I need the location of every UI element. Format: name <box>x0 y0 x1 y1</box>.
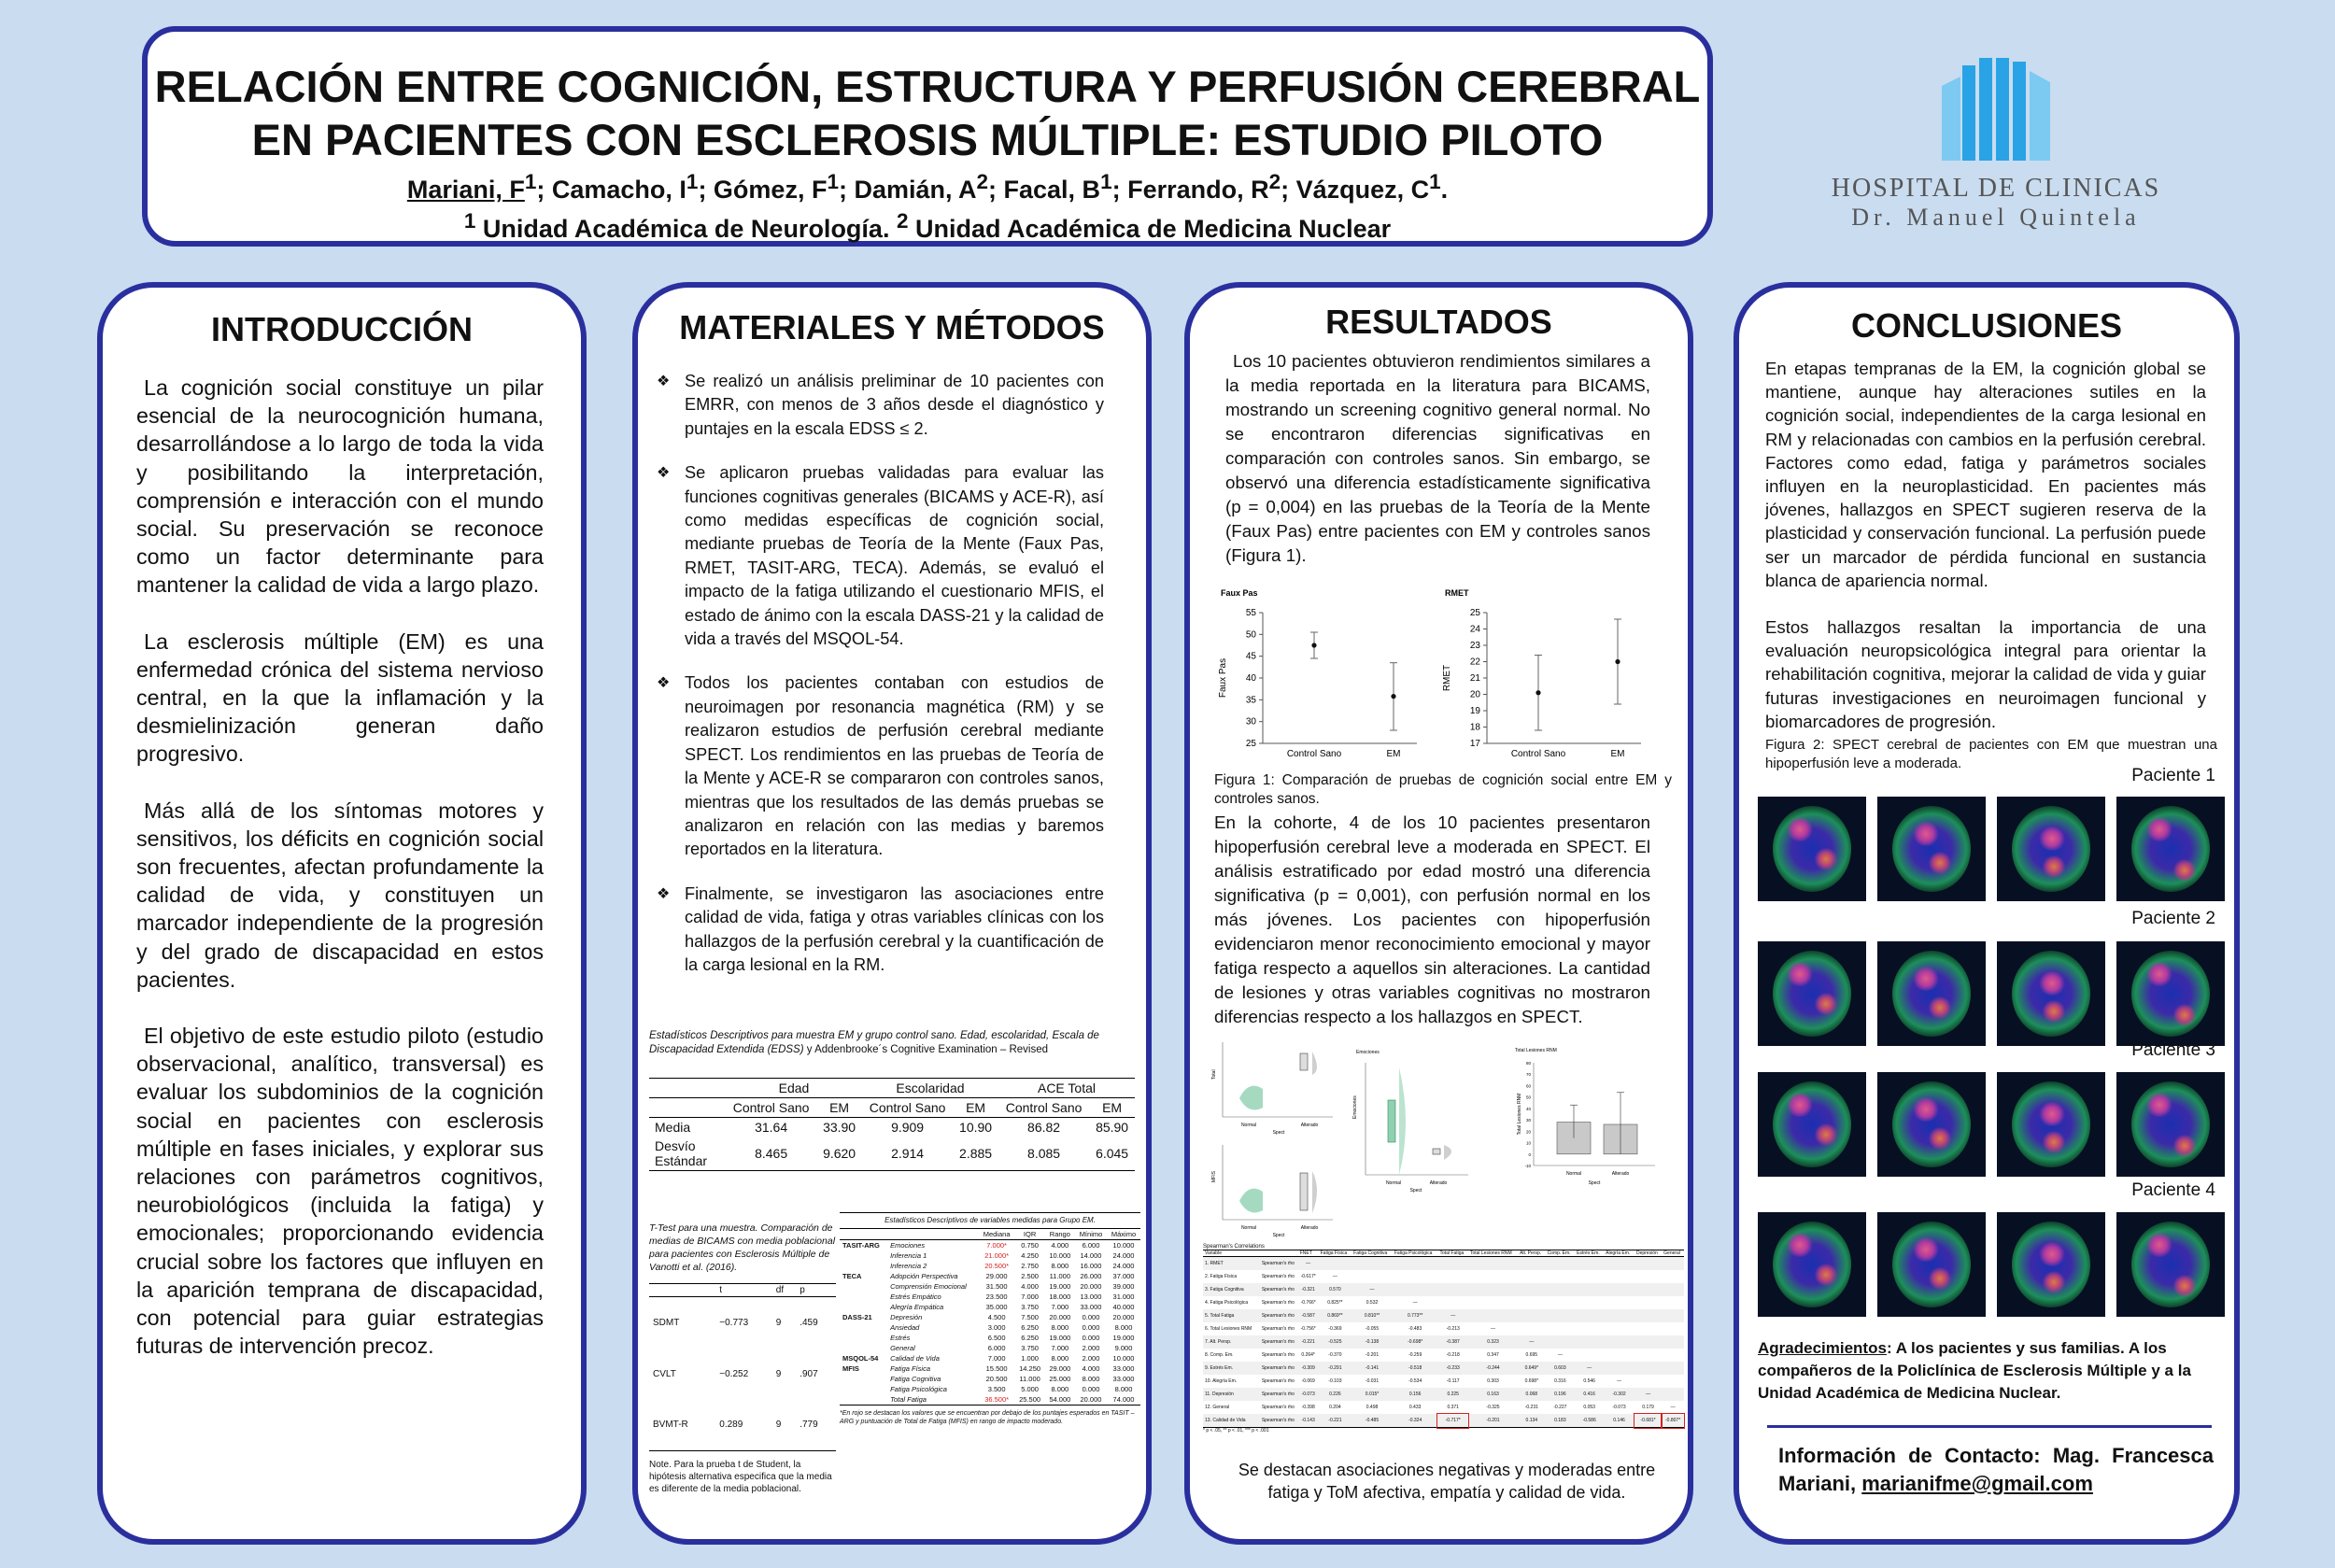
brain-outline <box>1773 1081 1851 1167</box>
y-tick-label: 24 <box>1469 624 1480 635</box>
author-name: . <box>1440 176 1449 204</box>
methods-heading: MATERIALES Y MÉTODOS <box>679 308 1105 346</box>
perfusion-hotspot <box>1912 1237 1940 1262</box>
perfusion-hotspot <box>2172 1275 2197 1297</box>
results-bottom-caption: Se destacan asociaciones negativas y moderadas entre fatiga y ToM afectiva, empatía y calidad de vida. <box>1238 1461 1656 1502</box>
spect-scan-image <box>1877 1072 1986 1177</box>
perfusion-hotspot <box>1786 1233 1814 1257</box>
boxplot <box>1300 1173 1308 1210</box>
x-axis-label: Spect <box>1272 1130 1285 1136</box>
perfusion-hotspot <box>2042 855 2066 878</box>
table-row: Inferencia 1 21.000* 4.250 10.000 14.000 24.000 <box>890 1251 1135 1260</box>
results-panel <box>1184 282 1693 1545</box>
y-tick-label: 70 <box>1525 1072 1531 1078</box>
table2-note: Note. Para la prueba t de Student, la hipótesis alternativa especifica que la media es diferente de la media poblacional. <box>649 1460 832 1494</box>
author-name: ; Damián, A <box>838 176 977 204</box>
y-axis-label: MFIS <box>1211 1171 1217 1182</box>
y-tick-label: 40 <box>1525 1106 1531 1111</box>
intro-paragraph: La cognición social constituye un pilar esencial de la neurocognición humana, desarrollándose a lo largo de toda la vida y posibilitando la interpretación, comprensión e interacción con el mundo social. Su preservación se reconoce como un factor determinante para mantener la calidad de vida a largo plazo. <box>136 375 544 598</box>
perfusion-hotspot <box>1786 1093 1814 1117</box>
spect-scan-image <box>2116 1212 2225 1317</box>
table-row: SDMT −0.773 9 .459 <box>653 1317 818 1328</box>
patient-label: Paciente 4 <box>2131 1180 2215 1200</box>
author-sup: 2 <box>1268 170 1281 193</box>
perfusion-hotspot <box>1786 962 1814 986</box>
methods-item: ❖ Se aplicaron pruebas validadas para evaluar las funciones cognitivas generales (BICAMS y ACE-R), así como medidas específicas de cognición social, mediante pruebas de Teoría de la Mente (Faux Pas, RMET, TASIT-ARG, TECA). Además, se evaluó el impacto de la fatiga utilizando el cuestionario MFIS, el estado de ánimo con la escala DASS-21 y la calidad de vida a través del MSQOL-54. <box>657 461 1104 651</box>
panel-title: RMET <box>1445 588 1469 598</box>
mean-point <box>1535 690 1540 695</box>
y-tick-label: 17 <box>1469 739 1480 749</box>
spect-scan-image <box>2116 797 2225 901</box>
correlation-table-block <box>1203 1244 1684 1434</box>
logo-line2: Dr. Manuel Quintela <box>1851 204 2141 231</box>
brain-outline <box>1773 951 1851 1037</box>
table-row: Estrés Empático 23.500 7.000 18.000 13.000 31.000 <box>890 1293 1135 1301</box>
logo-line1: HOSPITAL DE CLINICAS <box>1831 174 2161 203</box>
table-row: Edad Escolaridad ACE Total <box>649 1079 1135 1098</box>
methods-item: ❖ Todos los pacientes contaban con estudios de neuroimagen por resonancia magnética (RM) y se realizaron estudios de perfusión cerebral mediante SPECT. Los rendimientos en las pruebas de Teoría de la Mente y ACE-R se compararon con controles sanos, mientras que los resultados de las demás pruebas se analizaron en relación con las medias y baremos reportados en la literatura. <box>657 671 1104 861</box>
bullet-icon: ❖ <box>657 374 671 389</box>
table-row: Total Fatiga 36.500* 25.500 54.000 20.000 74.000 <box>890 1395 1135 1404</box>
perfusion-hotspot <box>2145 1093 2173 1117</box>
perfusion-hotspot <box>1814 993 1838 1015</box>
spect-scan-image <box>2116 941 2225 1046</box>
descriptives-em-table <box>840 1228 1140 1406</box>
conclusions-panel <box>1734 282 2240 1545</box>
table-row: 12. General Spearman's rho -0.398 0.204 0.498 0.433 0.371 -0.325 -0.231 -0.227 0.053 -0.073 0.179 — <box>1203 1401 1684 1414</box>
brain-outline <box>2131 1081 2210 1167</box>
boxplot <box>1300 1053 1308 1070</box>
y-tick-label: 20 <box>1469 689 1480 700</box>
building-icon <box>1942 58 2050 161</box>
author-sup: 1 <box>827 170 839 193</box>
spect-scan-image <box>1758 941 1866 1046</box>
table-row: 6. Total Lesiones RNM Spearman's rho -0.756* -0.369 -0.055 -0.483 -0.213 — <box>1203 1322 1684 1335</box>
plot-title: Total Lesiones RNM <box>1515 1048 1557 1053</box>
spect-row <box>1758 941 2225 1046</box>
author-sup: 1 <box>1100 170 1112 193</box>
table-row: 2. Fatiga Física Spearman's rho -0.617* — <box>1203 1270 1684 1283</box>
descriptives-em-block <box>840 1212 1140 1426</box>
spect-row <box>1758 1212 2225 1317</box>
spect-row <box>1758 797 2225 901</box>
y-tick-label: 25 <box>1469 608 1480 618</box>
spect-scan-image <box>1758 1072 1866 1177</box>
spect-row <box>1758 1072 2225 1177</box>
author-name: ; Facal, B <box>988 176 1101 204</box>
spect-scan-image <box>1877 941 1986 1046</box>
x-tick-label: Alterado <box>1611 1171 1630 1177</box>
divider <box>1767 1425 2212 1428</box>
y-tick-label: 25 <box>1245 739 1256 749</box>
density-shape <box>1312 1171 1317 1213</box>
brain-outline <box>1892 1222 1971 1307</box>
y-tick-label: 35 <box>1245 695 1256 706</box>
table-row: 10. Alegría Em. Spearman's rho -0.069 -0.103 -0.031 -0.534 -0.117 0.303 0.698* 0.316 0.546 — <box>1203 1375 1684 1388</box>
figure2-caption: Figura 2: SPECT cerebral de pacientes con EM que muestran una hipoperfusión leve a moderada. <box>1765 737 2217 771</box>
table-row: General 6.000 3.750 7.000 2.000 9.000 <box>890 1344 1133 1352</box>
contact-email-link[interactable]: marianifme@gmail.com <box>1861 1472 2093 1495</box>
y-tick-label: 40 <box>1245 673 1256 684</box>
spect-scan-image <box>1997 1212 2105 1317</box>
ttest-table-block <box>649 1222 836 1495</box>
methods-item: ❖ Se realizó un análisis preliminar de 10 pacientes con EMRR, con menos de 3 años desde el diagnóstico y puntajes en la escala EDSS ≤ 2. <box>657 370 1104 441</box>
brain-outline <box>1892 951 1971 1037</box>
intro-body <box>103 374 581 1361</box>
table-row: Comprensión Emocional 31.500 4.000 19.000 20.000 39.000 <box>890 1282 1135 1291</box>
table-row: 3. Fatiga Cognitiva Spearman's rho -0.321 0.570 — <box>1203 1283 1684 1296</box>
perfusion-hotspot <box>1814 1123 1838 1146</box>
y-axis-label: RMET <box>1442 664 1452 692</box>
perfusion-hotspot <box>2172 1135 2197 1157</box>
y-tick-label: 30 <box>1525 1118 1531 1123</box>
intro-paragraph: La esclerosis múltiple (EM) es una enfermedad crónica del sistema nervioso central, en la que la inflamación y la desmielinización generan daño progresivo. <box>136 629 544 767</box>
author-sup: 1 <box>686 170 699 193</box>
methods-item: ❖ Finalmente, se investigaron las asociaciones entre calidad de vida, fatiga y otras variables clínicas con los hallazgos de la perfusión cerebral y la cuantificación de la carga lesional en la RM. <box>657 883 1104 978</box>
author-sup: 1 <box>1429 170 1441 193</box>
spect-scan-image <box>2116 1072 2225 1177</box>
spect-comparison-plots <box>1207 1035 1692 1240</box>
y-axis-label: Total Lesiones RNM <box>1517 1093 1522 1136</box>
y-tick-label: 10 <box>1525 1140 1531 1146</box>
plot-title: Emociones <box>1356 1050 1380 1055</box>
perfusion-hotspot <box>1814 1264 1838 1286</box>
spect-scan-image <box>1758 1212 1866 1317</box>
correlation-table <box>1203 1250 1684 1428</box>
x-tick-label: EM <box>1610 749 1625 759</box>
x-tick-label: Alterado <box>1300 1123 1319 1128</box>
table-row: MFIS Fatiga Física 15.500 14.250 29.000 4.000 33.000 <box>842 1364 1135 1373</box>
y-tick-label: 20 <box>1525 1129 1531 1135</box>
table-row: Variable FNET Fatiga Física Fatiga Cognitiva Fatiga Psicológica Total Fatiga Total Lesiones RNM Alt. Persp. Comp. Em. Estrés Em. Alegría Em. Depresión General <box>1203 1250 1684 1257</box>
patient-label: Paciente 2 <box>2131 909 2215 928</box>
brain-outline <box>1773 1222 1851 1307</box>
y-tick-label: 23 <box>1469 641 1480 651</box>
brain-outline <box>1773 806 1851 892</box>
spect-scan-image <box>1758 797 1866 901</box>
intro-heading: INTRODUCCIÓN <box>211 310 473 348</box>
table-row: 13. Calidad de Vida Spearman's rho -0.143 -0.221 -0.485 -0.324 -0.717* -0.201 0.134 0.183 -0.586 0.146 -0.681* -0.807* <box>1203 1414 1684 1428</box>
y-tick-label: -10 <box>1524 1164 1531 1168</box>
y-tick-label: 55 <box>1245 608 1256 618</box>
y-axis-label: Total <box>1211 1069 1217 1080</box>
bullet-icon: ❖ <box>657 675 671 692</box>
y-tick-label: 45 <box>1245 651 1256 662</box>
table-row: 5. Total Fatiga Spearman's rho -0.587 0.869** 0.810** 0.773** — <box>1203 1309 1684 1322</box>
table-row: CVLT −0.252 9 .907 <box>653 1368 818 1379</box>
table-row: DASS-21 Depresión 4.500 7.500 20.000 0.000 20.000 <box>842 1313 1135 1321</box>
perfusion-hotspot <box>2172 859 2197 882</box>
first-author: Mariani, F <box>406 176 525 204</box>
spect-scan-image <box>1997 941 2105 1046</box>
spect-scan-image <box>1997 1072 2105 1177</box>
perfusion-hotspot <box>1912 1097 1940 1122</box>
contact-info: Información de Contacto: Mag. Francesca Mariani, marianifme@gmail.com <box>1778 1444 2214 1495</box>
table-row: BVMT-R 0.289 9 .779 <box>653 1420 818 1431</box>
brain-outline <box>1892 806 1971 892</box>
title-banner <box>142 26 1713 247</box>
intro-panel <box>97 282 587 1545</box>
table-row: Alegría Empática 35.000 3.750 7.000 33.000 40.000 <box>890 1303 1135 1311</box>
descriptive-table <box>649 1078 1135 1171</box>
table-row: Estrés 6.500 6.250 19.000 0.000 19.000 <box>890 1334 1135 1342</box>
table1-caption: Estadísticos Descriptivos para muestra EM y grupo control sano. Edad, escolaridad, Escala de Discapacidad Extendida (EDSS) y Addenbrooke´s Cognitive Examination – Revised <box>649 1030 1099 1055</box>
results-paragraph: En la cohorte, 4 de los 10 pacientes presentaron hipoperfusión cerebral leve a moderada en SPECT. El análisis estratificado por edad mostró una diferencia significativa (p = 0,001), con perfusión normal en los más jóvenes. Los pacientes con hipoperfusión evidenciaron menor reconocimiento emocional y mayor fatiga respecto a aquellos sin alteraciones. La cantidad de lesiones y otras variables cognitivas no mostraron diferencias respecto a los hallazgos en SPECT. <box>1214 812 1650 1026</box>
x-tick-label: Normal <box>1385 1180 1402 1186</box>
bullet-icon: ❖ <box>657 885 671 902</box>
table-row: Fatiga Cognitiva 20.500 11.000 25.000 8.000 33.000 <box>890 1375 1135 1383</box>
brain-outline <box>2131 1222 2210 1307</box>
figure1-chart <box>1216 585 1702 762</box>
table-row: 9. Estrés Em. Spearman's rho -0.309 -0.291 -0.141 -0.518 -0.233 -0.244 0.649* 0.603 — <box>1203 1362 1684 1375</box>
y-axis-label: Faux Pas <box>1218 657 1228 699</box>
table-row: MSQOL-54 Calidad de Vida 7.000 1.000 8.000 2.000 10.000 <box>842 1354 1135 1363</box>
y-tick-label: 60 <box>1525 1083 1531 1089</box>
y-tick-label: 18 <box>1469 722 1480 733</box>
x-tick-label: Normal <box>1565 1171 1582 1177</box>
table-row: 8. Comp. Em. Spearman's rho 0.264* -0.370 -0.201 -0.259 -0.218 0.347 0.695 — <box>1203 1349 1684 1362</box>
y-tick-label: 0 <box>1528 1151 1531 1157</box>
perfusion-hotspot <box>2038 971 2066 996</box>
methods-list <box>638 370 1146 977</box>
patient-label: Paciente 1 <box>2131 766 2215 785</box>
x-tick-label: Control Sano <box>1286 749 1342 759</box>
spect-scan-image <box>1877 1212 1986 1317</box>
author-name: ; Camacho, I <box>536 176 686 204</box>
table-row: 4. Fatiga Psicológica Spearman's rho -0.766* 0.825** 0.532 — <box>1203 1296 1684 1309</box>
perfusion-hotspot <box>2145 817 2173 841</box>
x-tick-label: Normal <box>1240 1123 1257 1128</box>
descriptive-table-block <box>649 1029 1135 1171</box>
table-row: 7. Alt. Persp. Spearman's rho -0.221 -0.525 -0.138 -0.698* -0.387 0.323 — <box>1203 1335 1684 1349</box>
perfusion-hotspot <box>1928 852 1952 874</box>
conclusions-paragraph: Estos hallazgos resaltan la importancia de una evaluación neuropsicológica integral para orientar la rehabilitación cognitiva, mejorar la calidad de vida y guiar futuras investigaciones en neuroimagen funcional y biomarcadores de progresión. <box>1765 617 2206 731</box>
corr-footnote: * p < .05, ** p < .01, *** p < .001 <box>1203 1428 1269 1434</box>
boxplot <box>1388 1100 1395 1142</box>
y-tick-label: 30 <box>1245 716 1256 727</box>
spect-scan-image <box>1877 797 1986 901</box>
density-shape <box>1399 1067 1406 1175</box>
x-axis-label: Spect <box>1588 1180 1601 1186</box>
table-row: 11. Depresión Spearman's rho -0.073 0.226 0.015* 0.156 0.225 0.163 0.068 0.196 0.416 -0.302 — <box>1203 1388 1684 1401</box>
poster-title: RELACIÓN ENTRE COGNICIÓN, ESTRUCTURA Y PERFUSIÓN CEREBRAL EN PACIENTES CON ESCLEROSIS MÚLTIPLE: ESTUDIO PILOTO <box>154 62 1701 164</box>
perfusion-hotspot <box>1912 822 1940 846</box>
perfusion-hotspot <box>1928 1127 1952 1150</box>
brain-outline <box>2131 806 2210 892</box>
x-tick-label: Alterado <box>1300 1225 1319 1231</box>
perfusion-hotspot <box>1928 996 1952 1019</box>
spect-scan-image <box>1997 797 2105 901</box>
table-row: Mediana IQR Rango Mínimo Máximo <box>840 1229 1140 1240</box>
table-row: Control Sano EM Control Sano EM Control Sano EM <box>649 1098 1135 1118</box>
corr-title: Spearman's Correlations <box>1203 1244 1265 1250</box>
y-axis-label: Emociones <box>1352 1095 1358 1119</box>
perfusion-hotspot <box>2042 1000 2066 1023</box>
x-axis-label: Spect <box>1272 1233 1285 1238</box>
intro-paragraph: El objetivo de este estudio piloto (estudio observacional, analítico, transversal) es evaluar los subdominios de la cognición social en pacientes con esclerosis múltiple en fases iniciales, y explorar sus relaciones con parámetros cognitivos, neurobiológicos (incluida la fatiga) y emocionales; proporcionando evidencia crucial sobre los factores que influyen en la aparición temprana de discapacidad, con potencial para guiar estrategias futuras de intervención precoz. <box>136 1024 544 1359</box>
perfusion-hotspot <box>1786 817 1814 841</box>
conclusions-paragraph: En etapas tempranas de la EM, la cognición global se mantiene, aunque hay alteraciones sutiles en la cognición social, independientes de la carga lesional en RM y relacionadas con cambios en la perfusión cerebral. Factores como edad, fatiga y parámetros sociales influyen en la neuroplasticidad. En pacientes más jóvenes, hallazgos en SPECT sugieren reserva de la plasticidad y conservación funcional. La perfusión puede ser un marcador de pérdida funcional en sustancia blanca de apariencia normal. <box>1765 359 2206 590</box>
table-row: Desvío Estándar 8.465 9.620 2.914 2.885 8.085 6.045 <box>655 1138 1129 1168</box>
results-heading: RESULTADOS <box>1325 303 1552 341</box>
y-tick-label: 50 <box>1245 629 1256 641</box>
perfusion-hotspot <box>2038 1242 2066 1266</box>
density-shape <box>1312 1052 1317 1075</box>
table2-caption: T-Test para una muestra. Comparación de medias de BICAMS con media poblacional para pacientes con Esclerosis Múltiple de Vanotti et al. (2016). <box>649 1222 836 1273</box>
intro-paragraph: Más allá de los síntomas motores y sensitivos, los déficits en cognición social son frecuentes, afectan profundamente la calidad de vida, y constituyen un marcador independiente de la progresión y del grado de discapacidad en estos pacientes. <box>136 798 544 992</box>
brain-outline <box>2131 951 2210 1037</box>
density-shape <box>1239 1189 1263 1213</box>
brain-outline <box>1892 1081 1971 1167</box>
results-paragraph: Los 10 pacientes obtuvieron rendimientos similares a la media reportada en la literatura para BICAMS, mostrando un screening cognitivo general normal. No se encontraron diferencias significativas en comparación con controles sanos. Sin embargo, se observó una diferencia estadísticamente significativa (p = 0,004) en las pruebas de la Teoría de la Mente (Faux Pas) entre pacientes con EM y controles sanos (Figura 1). <box>1225 351 1650 565</box>
conclusions-body <box>1739 357 2234 733</box>
table3-caption: Estadísticos Descriptivos de variables medidas para Grupo EM. <box>840 1212 1140 1224</box>
y-tick-label: 50 <box>1525 1095 1531 1100</box>
conclusions-heading: CONCLUSIONES <box>1850 306 2123 345</box>
table-row: t df p <box>649 1284 836 1297</box>
table-row: Inferencia 2 20.500* 2.750 8.000 16.000 24.000 <box>890 1262 1135 1270</box>
perfusion-hotspot <box>2038 1102 2066 1126</box>
perfusion-hotspot <box>2172 1004 2197 1026</box>
methods-panel <box>632 282 1152 1545</box>
y-tick-label: 21 <box>1469 673 1480 684</box>
mean-point <box>1311 643 1316 647</box>
table-row: 1. RMET Spearman's rho — <box>1203 1257 1684 1271</box>
x-tick-label: Control Sano <box>1510 749 1566 759</box>
table-row: Ansiedad 3.000 6.250 8.000 0.000 8.000 <box>890 1323 1133 1332</box>
perfusion-hotspot <box>1912 967 1940 991</box>
density-shape <box>1239 1086 1263 1110</box>
author-name: ; Gómez, F <box>698 176 828 204</box>
y-tick-label: 22 <box>1469 657 1480 668</box>
author-name: ; Vázquez, C <box>1281 176 1430 204</box>
table-row: Fatiga Psicológica 3.500 5.000 8.000 0.000 8.000 <box>890 1385 1133 1393</box>
boxplot <box>1433 1149 1440 1154</box>
bullet-icon: ❖ <box>657 465 671 482</box>
perfusion-hotspot <box>2145 1233 2173 1257</box>
y-tick-label: 19 <box>1469 706 1480 716</box>
mean-point <box>1391 694 1395 699</box>
panel-title: Faux Pas <box>1221 588 1258 598</box>
density-shape <box>1444 1145 1451 1160</box>
table-row: TASIT-ARG Emociones 7.000* 0.750 4.000 6.000 10.000 <box>842 1241 1135 1250</box>
table-row: Media 31.64 33.90 9.909 10.90 86.82 85.90 <box>655 1120 1129 1135</box>
mean-point <box>1615 659 1620 664</box>
figure1-caption: Figura 1: Comparación de pruebas de cognición social entre EM y controles sanos. <box>1214 772 1672 807</box>
perfusion-hotspot <box>1928 1267 1952 1290</box>
author-name: ; Ferrando, R <box>1111 176 1269 204</box>
table3-note: *En rojo se destacan los valores que se encuentran por debajo de los puntajes esperados en TASIT – ARG y puntuación de Total de Fatiga (MFIS) en rango de impacto moderado. <box>840 1410 1135 1425</box>
patient-label: Paciente 3 <box>2131 1040 2215 1060</box>
ttest-table <box>649 1283 836 1451</box>
hospital-logo <box>1795 58 2197 235</box>
affiliations: $^1$ Unidad Académica de Neurología. $^2$ Unidad Académica de Medicina Nuclear <box>463 209 1392 243</box>
perfusion-hotspot <box>2038 826 2066 851</box>
x-axis-label: Spect <box>1409 1188 1422 1194</box>
perfusion-hotspot <box>1814 848 1838 870</box>
x-tick-label: EM <box>1386 749 1401 759</box>
perfusion-hotspot <box>2145 962 2173 986</box>
perfusion-hotspot <box>2042 1131 2066 1153</box>
acknowledgements: Agradecimientos: A los pacientes y sus familias. A los compañeros de la Policlínica de Esclerosis Múltiple y a la Unidad Académica de Medicina Nuclear. <box>1758 1339 2191 1402</box>
author-list: Mariani, $F^1$; Camacho, $I^1$; Gómez, $F^1$; Damián, $A^2$; Facal, $B^1$; Ferrando, $R^2$; Vázquez, $C^1$. <box>406 170 1449 204</box>
y-tick-label: 80 <box>1525 1061 1531 1066</box>
perfusion-hotspot <box>2042 1271 2066 1293</box>
table-row: TECA Adopción Perspectiva 29.000 2.500 11.000 26.000 37.000 <box>842 1272 1135 1280</box>
x-tick-label: Normal <box>1240 1225 1257 1231</box>
x-tick-label: Alterado <box>1429 1180 1448 1186</box>
author-sup: 2 <box>976 170 989 193</box>
